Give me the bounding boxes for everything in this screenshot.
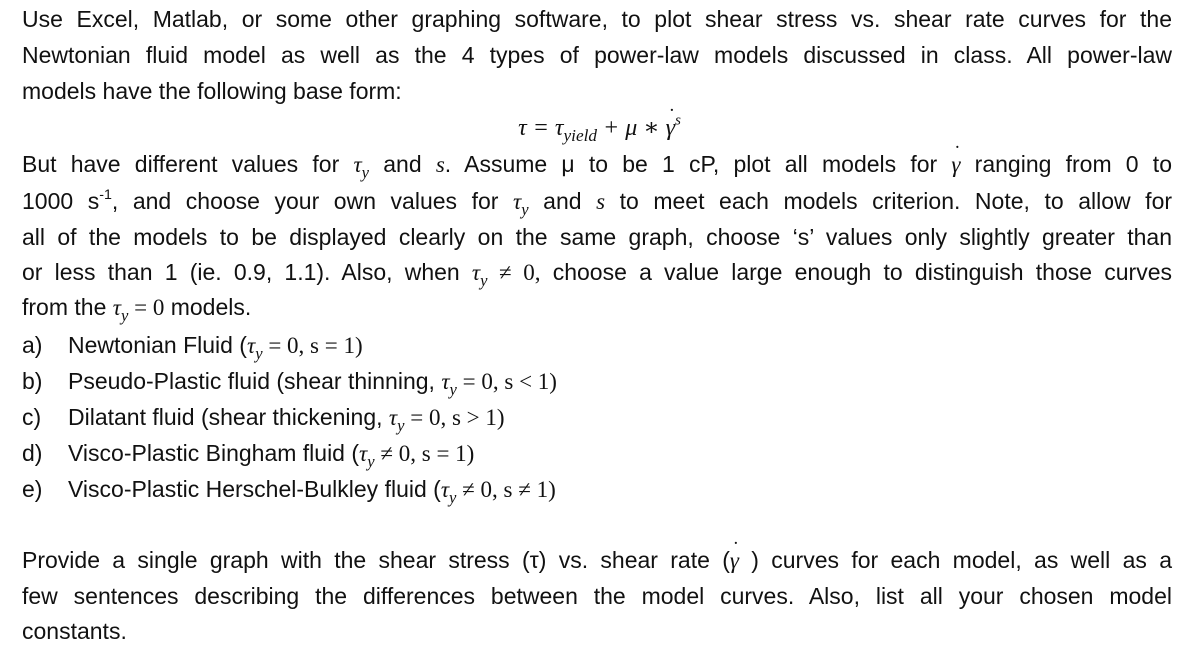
para2-text: and (528, 188, 597, 214)
unit-superscript: -1 (99, 187, 112, 204)
tau-subscript: y (367, 451, 375, 471)
condition-text: = 0 (128, 295, 165, 320)
para2-text: or less than 1 (ie. 0.9, 1.1). Also, when (22, 259, 472, 285)
tau-symbol: τ (112, 295, 121, 320)
tau-symbol: τ (353, 152, 362, 177)
intro-line-1: Use Excel, Matlab, or some other graphing software, to plot shear stress vs. shear rate curves for the (22, 6, 1172, 32)
condition-text: = 0, s < 1) (456, 369, 557, 394)
equation-rhs: + μ ∗ (597, 115, 666, 141)
list-item (22, 402, 505, 433)
closing-line-1 (22, 545, 1172, 576)
para2-line-5 (22, 292, 251, 323)
equation-gamma-dot: ˙ γ (666, 113, 675, 143)
para2-text: , and choose your own values for (111, 188, 514, 214)
para2-text: But have different values for (22, 151, 354, 177)
tau-symbol: τ (440, 477, 450, 502)
intro-line-2: Newtonian fluid model as well as the 4 types of power-law models discussed in class. All power-law (22, 42, 1172, 68)
list-item (22, 474, 556, 505)
para2-line-4 (22, 257, 1172, 288)
gamma-dot-symbol: ˙ γ (730, 546, 739, 576)
para2-text: models. (164, 294, 252, 320)
para2-text: . Assume μ to be 1 cP, plot all models for (444, 151, 952, 177)
para2-text: and (369, 151, 436, 177)
closing-line-2: few sentences describing the differences between the model curves. Also, list all your chosen model (22, 583, 1172, 609)
list-text: Dilatant fluid (shear thickening, (68, 404, 389, 430)
list-item (22, 366, 557, 397)
closing-line-3: constants. (22, 618, 127, 644)
gamma-dot-symbol: ˙ γ (951, 150, 960, 180)
tau-symbol: τ (388, 405, 398, 430)
list-text: Pseudo-Plastic fluid (shear thinning, (68, 368, 442, 394)
tau-subscript: y (449, 487, 457, 507)
list-marker: e) (22, 476, 43, 502)
list-marker: b) (22, 368, 43, 394)
condition-text: ≠ 0, (487, 260, 541, 285)
condition-text: ≠ 0, s = 1) (374, 441, 475, 466)
list-item (22, 438, 474, 469)
tau-subscript: y (521, 199, 529, 219)
para2-line-3: all of the models to be displayed clearly on the same graph, choose ‘s’ values only slightly greater than (22, 224, 1172, 250)
para2-line-2 (22, 186, 1172, 217)
condition-text: = 0, s = 1) (262, 333, 363, 358)
tau-symbol: τ (359, 441, 368, 466)
tau-symbol: τ (246, 333, 256, 358)
tau-symbol: τ (513, 189, 522, 214)
tau-subscript: y (361, 162, 370, 182)
intro-line-3: models have the following base form: (22, 78, 402, 104)
para2-text: 1000 s (22, 188, 100, 214)
para2-text: to meet each models criterion. Note, to allow for (605, 188, 1173, 214)
tau-subscript: y (480, 270, 488, 290)
para2-text: ranging from 0 to (960, 151, 1172, 177)
tau-symbol: τ (471, 260, 481, 285)
tau-subscript: y (121, 305, 129, 325)
equation-lhs: τ = τ (518, 115, 564, 141)
para2-line-1 (22, 149, 1172, 180)
tau-symbol: τ (441, 369, 450, 394)
list-item (22, 330, 363, 361)
power-law-equation (0, 112, 1199, 146)
condition-text: ≠ 0, s ≠ 1) (456, 477, 556, 502)
list-text: Visco-Plastic Bingham fluid ( (68, 440, 360, 466)
list-text: Newtonian Fluid ( (68, 332, 247, 358)
list-marker: d) (22, 440, 43, 466)
list-marker: c) (22, 404, 42, 430)
tau-subscript: y (255, 343, 263, 363)
condition-text: = 0, s > 1) (404, 405, 505, 430)
list-text: Visco-Plastic Herschel-Bulkley fluid ( (68, 476, 441, 502)
list-marker: a) (22, 332, 43, 358)
s-symbol: s (596, 189, 606, 214)
equation-lhs-subscript: yield (563, 126, 598, 146)
para2-text: from the (22, 294, 113, 320)
equation-exponent: s (675, 112, 681, 129)
tau-subscript: y (397, 415, 405, 435)
tau-subscript: y (449, 379, 457, 399)
s-symbol: s (435, 152, 445, 177)
closing-text: ) curves for each model, as well as a (738, 547, 1172, 573)
closing-text: Provide a single graph with the shear stress (τ) vs. shear rate ( (22, 547, 730, 573)
para2-text: choose a value large enough to distinguish those curves (540, 259, 1173, 285)
